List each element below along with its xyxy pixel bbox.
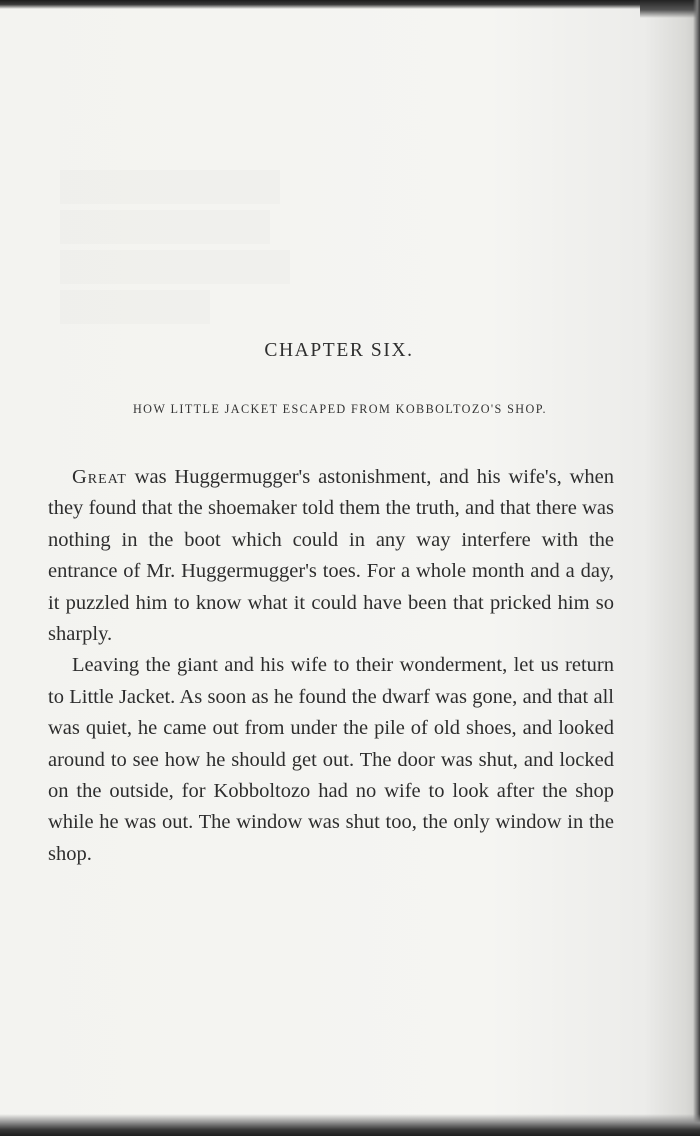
- page-top-right-shadow: [640, 0, 700, 18]
- chapter-body: [48, 462, 614, 870]
- paragraph-2-text: Leaving the giant and his wife to their wonderment, let us return to Little Jacket. As soon as he found the dwarf was gone, and that all was quiet, he came out from under the pile of old shoes, and looked around to see how he should get out. The door was shut, and locked on the outside, for Kobboltozo had no wife to look after the shop while he was out. The window was shut too, the only window in the shop.: [48, 654, 614, 865]
- paragraph-1: [48, 462, 614, 650]
- page-bottom-edge-shadow: [0, 1114, 700, 1136]
- page-top-edge-shadow: [0, 0, 700, 9]
- chapter-title: CHAPTER SIX.: [264, 340, 414, 361]
- page-right-edge-shadow: [693, 0, 700, 1136]
- bleed-through-texture: [60, 170, 320, 324]
- paragraph-1-lead-word: Great: [72, 466, 127, 488]
- paragraph-2: [48, 650, 614, 870]
- chapter-subtitle: HOW LITTLE JACKET ESCAPED FROM KOBBOLTOZO'S SHOP.: [132, 402, 547, 416]
- paragraph-1-text: was Huggermugger's astonishment, and his wife's, when they found that the shoemaker told them the truth, and that there was nothing in the boot which could in any way interfere with the entrance of Mr. Huggermugger's toes. For a whole month and a day, it puzzled him to know what it could have been that pricked him so sharply.: [48, 466, 614, 646]
